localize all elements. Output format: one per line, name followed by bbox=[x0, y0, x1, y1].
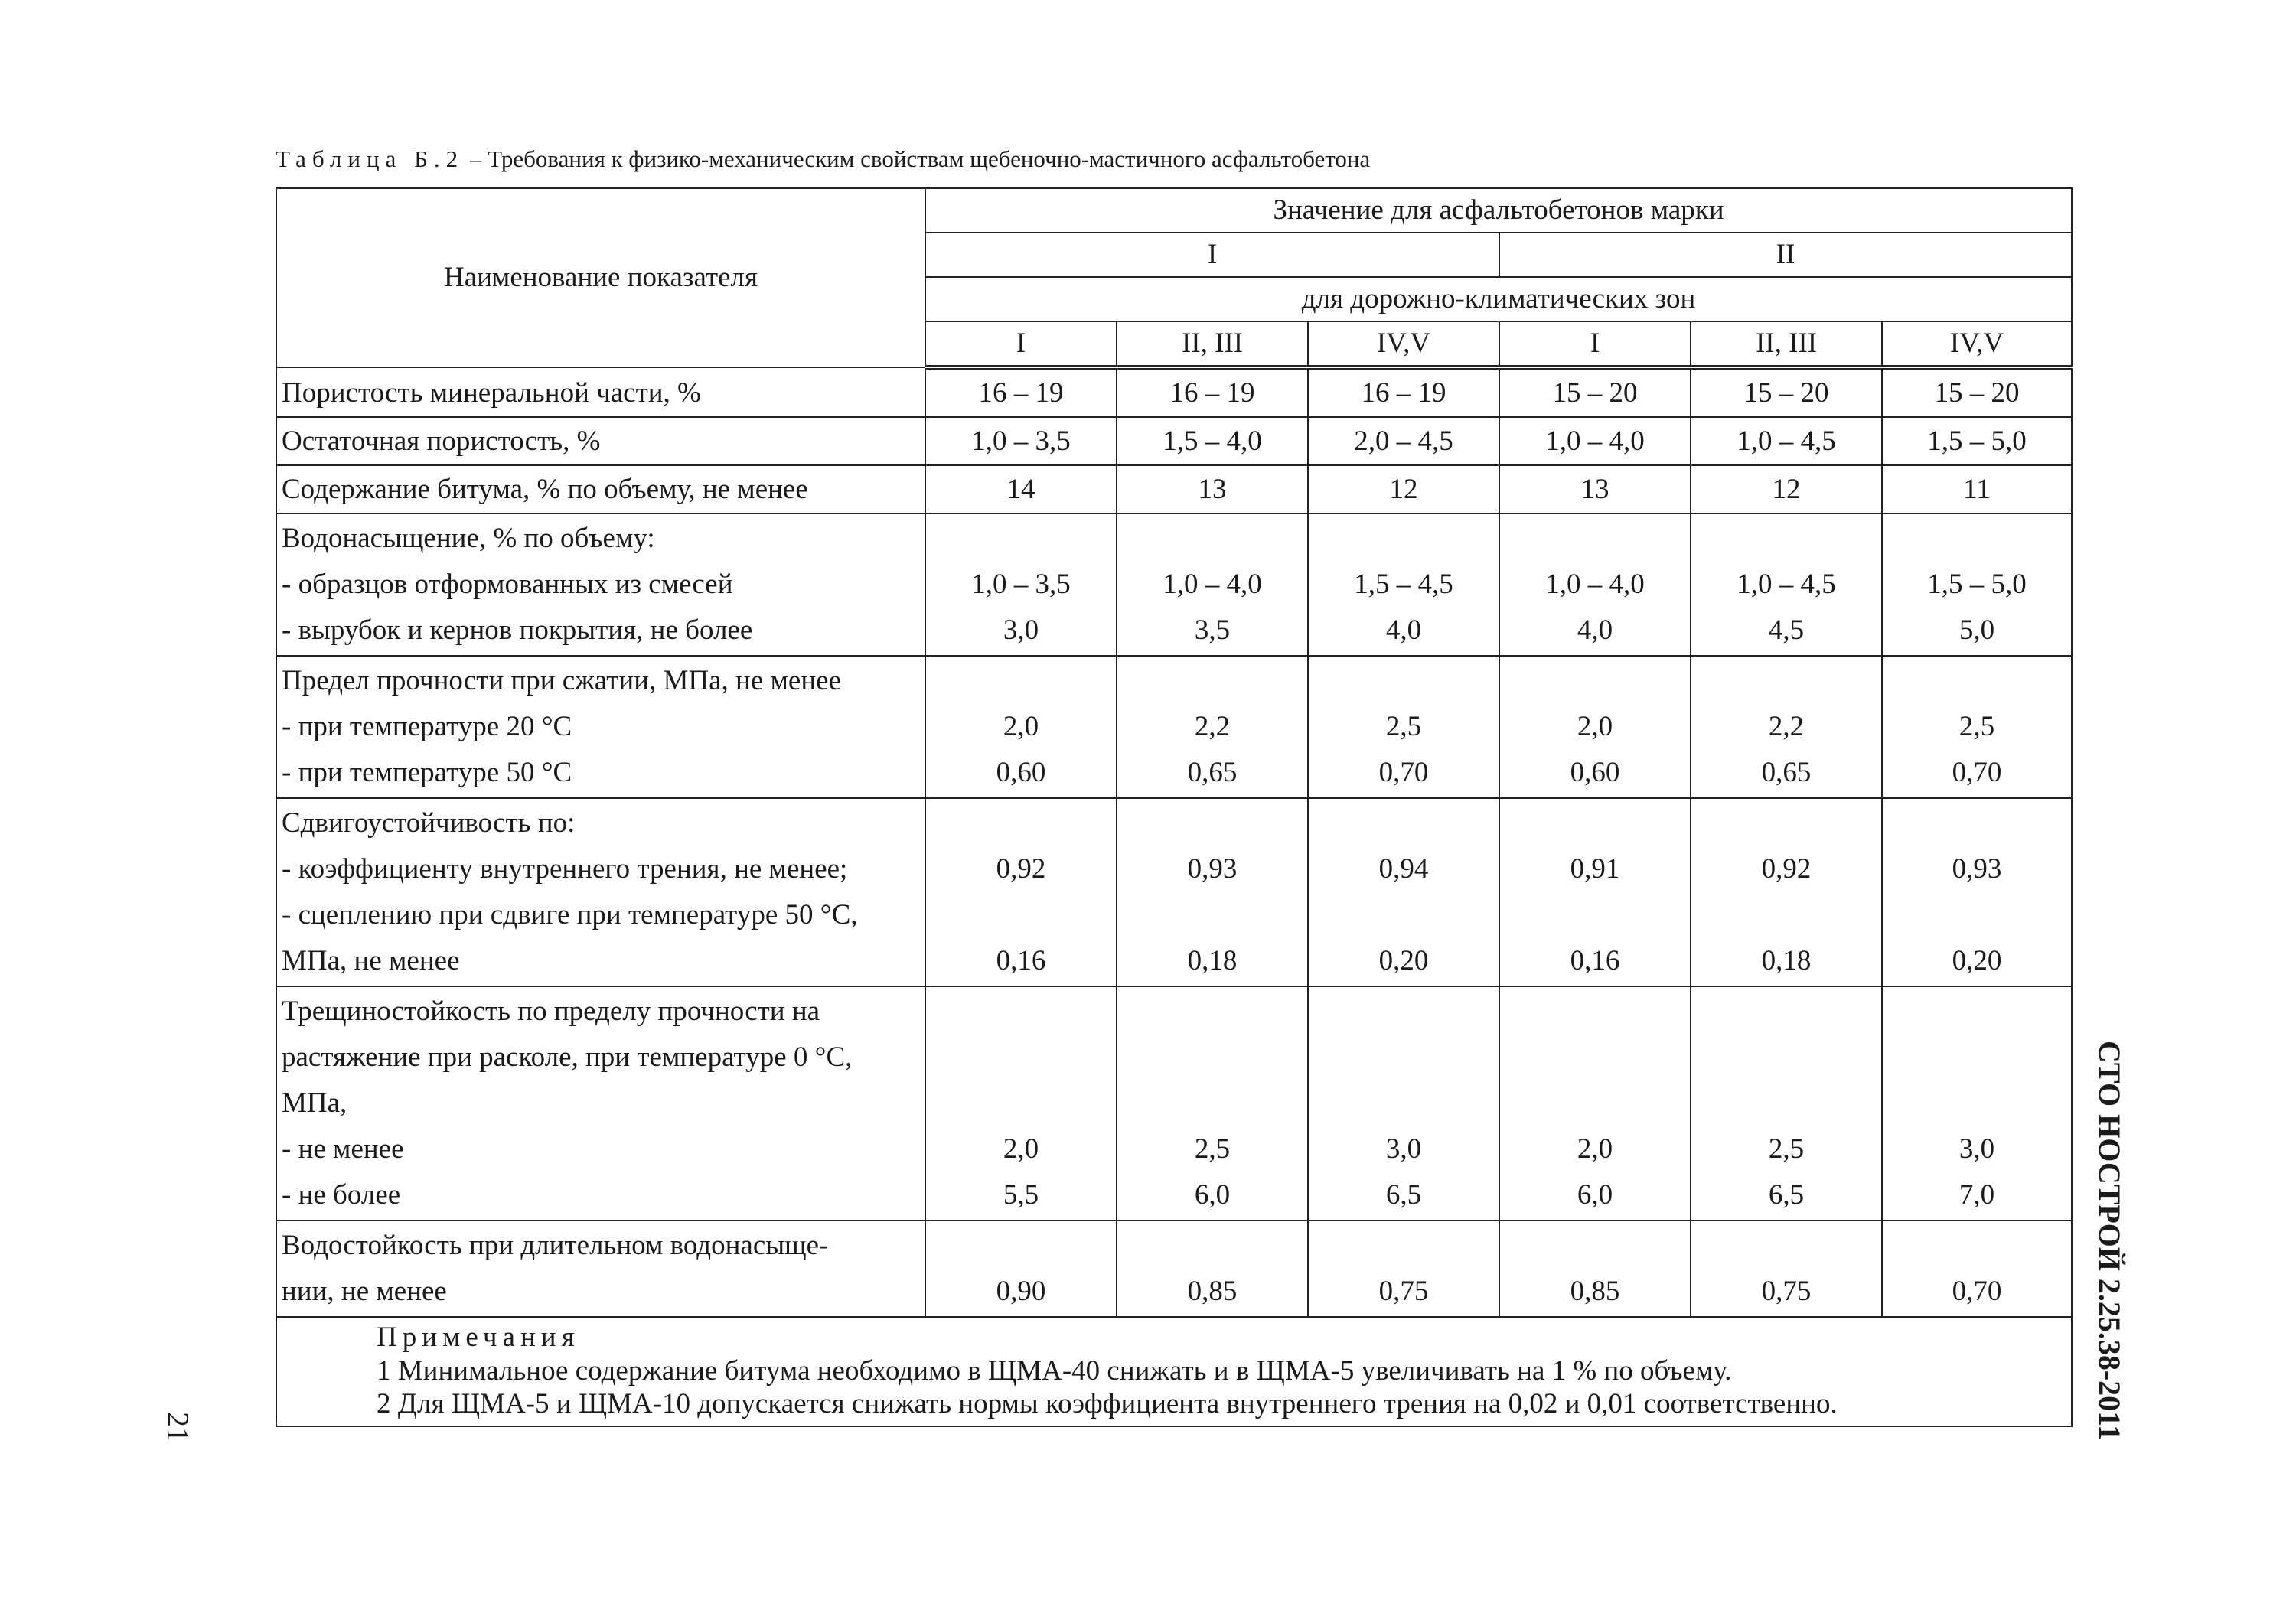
value-line: 0,70 bbox=[1952, 1276, 2002, 1307]
value-line: 4,5 bbox=[1768, 614, 1805, 646]
value-line: 5,5 bbox=[1003, 1179, 1039, 1211]
value-cell bbox=[1308, 656, 1499, 798]
indicator-name-cell bbox=[276, 465, 925, 513]
value-line: 2,5 bbox=[1768, 1133, 1805, 1165]
indicator-line: растяжение при расколе, при температуре 0 °С, bbox=[282, 1041, 853, 1073]
value-cell bbox=[1691, 798, 1882, 986]
value-line: 3,0 bbox=[1003, 614, 1039, 646]
indicator-line: Сдвигоустойчивость по: bbox=[282, 807, 576, 839]
value-line bbox=[1314, 892, 1493, 938]
table-row bbox=[276, 1221, 2072, 1317]
indicator-name-cell bbox=[276, 656, 925, 798]
value-line: 0,60 bbox=[1570, 757, 1620, 788]
value-line: 0,18 bbox=[1761, 945, 1812, 976]
header-name-column: Наименование показателя bbox=[276, 188, 925, 367]
value-line: 0,85 bbox=[1187, 1276, 1238, 1307]
table-row bbox=[276, 986, 2072, 1221]
value-line: 16 – 19 bbox=[1169, 377, 1255, 409]
value-line: 13 bbox=[1580, 474, 1609, 505]
value-line: 0,90 bbox=[996, 1276, 1046, 1307]
value-cell bbox=[1499, 367, 1691, 417]
value-line: 0,16 bbox=[996, 945, 1046, 976]
value-line: 11 bbox=[1963, 474, 1991, 505]
table-caption-dash: – bbox=[469, 145, 482, 172]
value-line: 0,91 bbox=[1570, 853, 1620, 885]
value-line bbox=[931, 989, 1110, 1035]
value-line bbox=[1697, 516, 1876, 562]
indicator-line: - при температуре 50 °С bbox=[282, 757, 572, 788]
value-line: 0,65 bbox=[1187, 757, 1238, 788]
value-line: 1,5 – 4,0 bbox=[1163, 425, 1262, 457]
value-line: 12 bbox=[1772, 474, 1801, 505]
value-line: 2,2 bbox=[1768, 711, 1805, 742]
value-line: 16 – 19 bbox=[1361, 377, 1446, 409]
value-cell bbox=[925, 417, 1117, 465]
value-line bbox=[1697, 989, 1876, 1035]
indicator-line: - образцов отформованных из смесей bbox=[282, 569, 733, 600]
table-row bbox=[276, 465, 2072, 513]
value-line: 0,20 bbox=[1378, 945, 1429, 976]
value-line bbox=[1314, 516, 1493, 562]
document-code: СТО НОСТРОЙ 2.25.38-2011 bbox=[2092, 1041, 2127, 1440]
value-line: 0,18 bbox=[1187, 945, 1238, 976]
value-line: 5,0 bbox=[1958, 614, 1995, 646]
value-line bbox=[931, 800, 1110, 846]
value-cell bbox=[925, 986, 1117, 1221]
requirements-table bbox=[276, 187, 2073, 1427]
table-row bbox=[276, 656, 2072, 798]
value-line: 2,5 bbox=[1385, 711, 1422, 742]
value-line: 14 bbox=[1006, 474, 1035, 505]
value-line bbox=[1505, 800, 1684, 846]
notes-title: Примечания bbox=[377, 1322, 580, 1353]
value-line: 15 – 20 bbox=[1934, 377, 2020, 409]
value-cell bbox=[1308, 465, 1499, 513]
value-line: 1,5 – 5,0 bbox=[1927, 425, 2027, 457]
value-line: 2,0 bbox=[1003, 711, 1039, 742]
value-cell bbox=[1499, 513, 1691, 656]
value-line: 2,5 bbox=[1194, 1133, 1231, 1165]
value-line bbox=[1505, 1035, 1684, 1080]
header-zone: IV,V bbox=[1882, 321, 2072, 367]
table-row bbox=[276, 417, 2072, 465]
value-line: 0,93 bbox=[1952, 853, 2002, 885]
indicator-line: - не более bbox=[282, 1179, 401, 1211]
value-line bbox=[1123, 989, 1302, 1035]
value-cell bbox=[1499, 417, 1691, 465]
value-cell bbox=[1117, 513, 1308, 656]
indicator-line: МПа, не менее bbox=[282, 945, 460, 976]
value-line: 1,0 – 4,0 bbox=[1163, 569, 1262, 600]
value-line bbox=[1697, 1080, 1876, 1126]
value-line: 0,92 bbox=[996, 853, 1046, 885]
value-cell bbox=[925, 465, 1117, 513]
value-cell bbox=[1882, 1221, 2072, 1317]
value-cell bbox=[1691, 367, 1882, 417]
indicator-line: Предел прочности при сжатии, МПа, не менее bbox=[282, 665, 842, 696]
value-line: 2,0 – 4,5 bbox=[1354, 425, 1453, 457]
value-line: 0,93 bbox=[1187, 853, 1238, 885]
value-cell bbox=[1117, 417, 1308, 465]
value-line bbox=[931, 1080, 1110, 1126]
value-line bbox=[1888, 1080, 2066, 1126]
value-cell bbox=[1882, 656, 2072, 798]
value-line: 12 bbox=[1389, 474, 1418, 505]
notes-cell bbox=[276, 1317, 2072, 1426]
table-row bbox=[276, 367, 2072, 417]
value-line: 7,0 bbox=[1958, 1179, 1995, 1211]
value-cell bbox=[1882, 986, 2072, 1221]
value-line: 0,85 bbox=[1570, 1276, 1620, 1307]
value-line: 16 – 19 bbox=[978, 377, 1064, 409]
indicator-line: - вырубок и кернов покрытия, не более bbox=[282, 614, 753, 646]
value-line bbox=[1123, 892, 1302, 938]
value-cell bbox=[1691, 417, 1882, 465]
value-cell bbox=[925, 513, 1117, 656]
value-line: 0,94 bbox=[1378, 853, 1429, 885]
header-zone: II, III bbox=[1117, 321, 1308, 367]
value-cell bbox=[1499, 465, 1691, 513]
value-line: 6,5 bbox=[1385, 1179, 1422, 1211]
value-line bbox=[1505, 989, 1684, 1035]
value-cell bbox=[1308, 367, 1499, 417]
value-line: 15 – 20 bbox=[1743, 377, 1829, 409]
value-line: 1,0 – 3,5 bbox=[971, 569, 1071, 600]
value-cell bbox=[1499, 986, 1691, 1221]
value-cell bbox=[925, 798, 1117, 986]
value-line bbox=[1314, 989, 1493, 1035]
indicator-name-cell bbox=[276, 798, 925, 986]
value-line bbox=[1123, 1080, 1302, 1126]
value-line bbox=[1888, 1035, 2066, 1080]
value-cell bbox=[1308, 986, 1499, 1221]
value-line: 1,5 – 4,5 bbox=[1354, 569, 1453, 600]
header-zones-title: для дорожно-климатических зон bbox=[925, 277, 2072, 321]
value-line bbox=[1697, 1035, 1876, 1080]
value-cell bbox=[1882, 417, 2072, 465]
value-cell bbox=[1499, 798, 1691, 986]
indicator-line: нии, не менее bbox=[282, 1276, 447, 1307]
value-line: 0,60 bbox=[996, 757, 1046, 788]
indicator-line: Водостойкость при длительном водонасыще- bbox=[282, 1230, 829, 1261]
value-line bbox=[1123, 1035, 1302, 1080]
note-item: 2 Для ЩМА-5 и ЩМА-10 допускается снижать нормы коэффициента внутреннего трения на 0,02 и 0,01 соответственно. bbox=[377, 1388, 1838, 1420]
value-line bbox=[1888, 800, 2066, 846]
indicator-name-cell bbox=[276, 513, 925, 656]
value-cell bbox=[925, 656, 1117, 798]
note-item: 1 Минимальное содержание битума необходимо в ЩМА-40 снижать и в ЩМА-5 увеличивать на 1 % по объему. bbox=[377, 1354, 1732, 1387]
value-line: 2,0 bbox=[1577, 1133, 1613, 1165]
value-cell bbox=[1882, 798, 2072, 986]
value-line: 0,65 bbox=[1761, 757, 1812, 788]
value-line: 0,75 bbox=[1761, 1276, 1812, 1307]
value-line: 4,0 bbox=[1385, 614, 1422, 646]
value-line: 1,0 – 4,5 bbox=[1737, 425, 1836, 457]
value-line bbox=[1123, 1223, 1302, 1269]
value-line bbox=[1314, 1080, 1493, 1126]
indicator-name-cell bbox=[276, 417, 925, 465]
table-row bbox=[276, 513, 2072, 656]
value-cell bbox=[1499, 656, 1691, 798]
table-caption-text: Требования к физико-механическим свойствам щебеночно-мастичного асфальтобетона bbox=[488, 145, 1371, 172]
value-cell bbox=[1691, 986, 1882, 1221]
value-line bbox=[1697, 1223, 1876, 1269]
value-line bbox=[1314, 1223, 1493, 1269]
value-line bbox=[1314, 1035, 1493, 1080]
value-line: 6,0 bbox=[1577, 1179, 1613, 1211]
value-line: 0,20 bbox=[1952, 945, 2002, 976]
indicator-line: Водонасыщение, % по объему: bbox=[282, 523, 655, 554]
indicator-line: МПа, bbox=[282, 1087, 347, 1119]
value-line: 2,0 bbox=[1577, 711, 1613, 742]
value-line: 3,5 bbox=[1194, 614, 1231, 646]
value-line bbox=[1888, 1223, 2066, 1269]
value-line: 0,70 bbox=[1952, 757, 2002, 788]
value-line bbox=[1123, 658, 1302, 704]
value-line bbox=[1697, 892, 1876, 938]
value-cell bbox=[1691, 656, 1882, 798]
value-cell bbox=[1117, 1221, 1308, 1317]
page-number: 21 bbox=[161, 1412, 195, 1442]
value-line: 2,5 bbox=[1958, 711, 1995, 742]
value-line bbox=[1505, 1080, 1684, 1126]
value-cell bbox=[1308, 1221, 1499, 1317]
value-line: 1,0 – 4,0 bbox=[1545, 425, 1645, 457]
value-line: 0,16 bbox=[1570, 945, 1620, 976]
value-cell bbox=[925, 367, 1117, 417]
value-cell bbox=[1308, 417, 1499, 465]
value-line: 2,2 bbox=[1194, 711, 1231, 742]
header-zone: IV,V bbox=[1308, 321, 1499, 367]
value-line bbox=[1697, 800, 1876, 846]
value-line bbox=[1505, 516, 1684, 562]
header-grade: I bbox=[925, 233, 1499, 277]
table-row bbox=[276, 798, 2072, 986]
value-line bbox=[1505, 658, 1684, 704]
indicator-line: - сцеплению при сдвиге при температуре 50 °С, bbox=[282, 899, 858, 930]
value-cell bbox=[1882, 465, 2072, 513]
value-cell bbox=[1117, 798, 1308, 986]
value-line: 13 bbox=[1198, 474, 1227, 505]
value-cell bbox=[1117, 986, 1308, 1221]
value-line bbox=[1888, 892, 2066, 938]
value-line: 1,0 – 3,5 bbox=[971, 425, 1071, 457]
indicator-line: Пористость минеральной части, % bbox=[282, 377, 701, 409]
value-line bbox=[931, 892, 1110, 938]
value-cell bbox=[1882, 513, 2072, 656]
value-line: 3,0 bbox=[1385, 1133, 1422, 1165]
indicator-name-cell bbox=[276, 367, 925, 417]
indicator-line: Содержание битума, % по объему, не менее bbox=[282, 474, 808, 505]
value-cell bbox=[1117, 656, 1308, 798]
value-line: 4,0 bbox=[1577, 614, 1613, 646]
header-grade: II bbox=[1499, 233, 2072, 277]
header-value-title: Значение для асфальтобетонов марки bbox=[925, 188, 2072, 233]
indicator-line: - не менее bbox=[282, 1133, 404, 1165]
value-cell bbox=[925, 1221, 1117, 1317]
value-cell bbox=[1308, 798, 1499, 986]
value-line: 1,0 – 4,5 bbox=[1737, 569, 1836, 600]
table-caption-label: Таблица Б.2 bbox=[276, 145, 465, 172]
value-line: 0,70 bbox=[1378, 757, 1429, 788]
value-line: 0,92 bbox=[1761, 853, 1812, 885]
value-line: 3,0 bbox=[1958, 1133, 1995, 1165]
value-cell bbox=[1499, 1221, 1691, 1317]
value-line: 0,75 bbox=[1378, 1276, 1429, 1307]
value-line: 6,0 bbox=[1194, 1179, 1231, 1211]
value-line bbox=[931, 658, 1110, 704]
value-line: 2,0 bbox=[1003, 1133, 1039, 1165]
value-cell bbox=[1117, 367, 1308, 417]
value-line bbox=[1505, 892, 1684, 938]
value-line bbox=[1123, 516, 1302, 562]
value-line: 15 – 20 bbox=[1552, 377, 1638, 409]
value-line bbox=[1123, 800, 1302, 846]
indicator-line: - при температуре 20 °С bbox=[282, 711, 572, 742]
indicator-line: Трещиностойкость по пределу прочности на bbox=[282, 996, 820, 1027]
indicator-line: - коэффициенту внутреннего трения, не менее; bbox=[282, 853, 848, 885]
value-cell bbox=[1691, 1221, 1882, 1317]
indicator-name-cell bbox=[276, 1221, 925, 1317]
header-zone: II, III bbox=[1691, 321, 1882, 367]
value-cell bbox=[1691, 513, 1882, 656]
value-line bbox=[1314, 658, 1493, 704]
value-cell bbox=[1882, 367, 2072, 417]
value-line bbox=[1697, 658, 1876, 704]
table-body bbox=[276, 367, 2072, 1317]
value-line bbox=[1314, 800, 1493, 846]
value-line: 1,0 – 4,0 bbox=[1545, 569, 1645, 600]
value-line bbox=[931, 1223, 1110, 1269]
value-line bbox=[1505, 1223, 1684, 1269]
value-cell bbox=[1308, 513, 1499, 656]
value-line bbox=[931, 516, 1110, 562]
value-line bbox=[1888, 658, 2066, 704]
value-line bbox=[1888, 989, 2066, 1035]
value-line: 1,5 – 5,0 bbox=[1927, 569, 2027, 600]
value-cell bbox=[1117, 465, 1308, 513]
value-line bbox=[1888, 516, 2066, 562]
header-zone: I bbox=[1499, 321, 1691, 367]
value-line bbox=[931, 1035, 1110, 1080]
table-caption bbox=[276, 145, 1370, 173]
value-cell bbox=[1691, 465, 1882, 513]
indicator-line: Остаточная пористость, % bbox=[282, 425, 601, 457]
header-zone: I bbox=[925, 321, 1117, 367]
value-line: 6,5 bbox=[1768, 1179, 1805, 1211]
indicator-name-cell bbox=[276, 986, 925, 1221]
